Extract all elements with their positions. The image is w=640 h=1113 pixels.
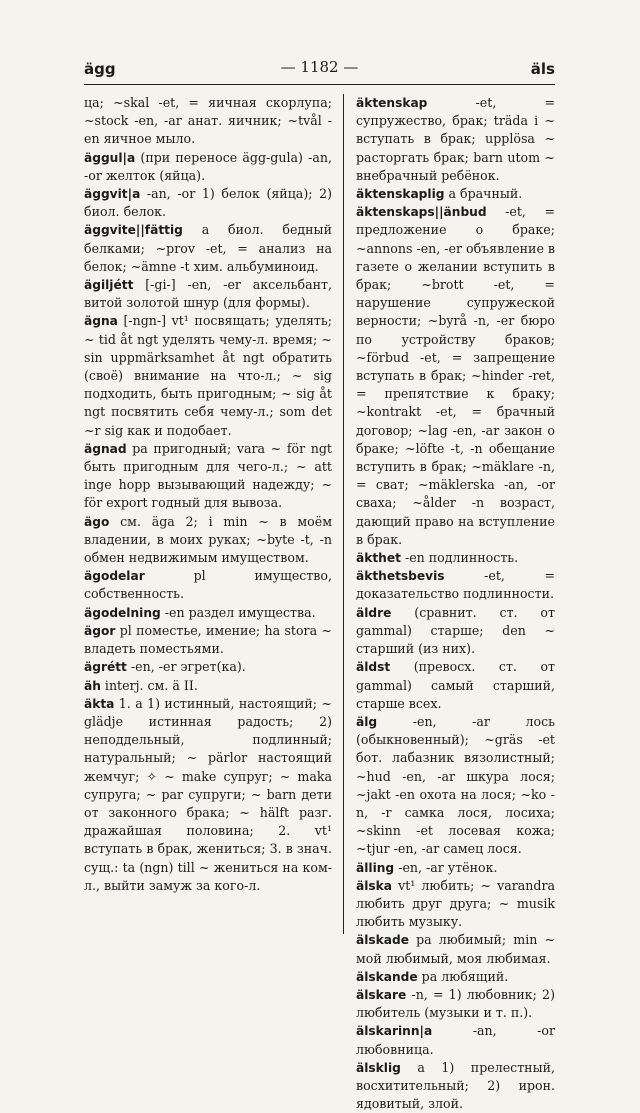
- dictionary-entry: [356, 567, 555, 603]
- entry-text: [-gi-] -en, -er аксельбант, витой золотой шнур (для формы).: [84, 277, 332, 311]
- entry-text: pl имущество, собственность.: [84, 568, 332, 602]
- page-number: — 1182 —: [280, 58, 359, 76]
- dictionary-entry: [356, 877, 555, 932]
- dictionary-entry: [84, 94, 332, 149]
- page-header: [84, 58, 555, 82]
- entry-text: -en подлинность.: [404, 550, 519, 566]
- entry-text: -en, -er эгрет(ка).: [130, 659, 246, 675]
- entry-text: a биол. бедный белками; ~prov -et, = анализ на белок; ~ämne -t хим. альбуминоид.: [84, 222, 332, 274]
- entry-headword: äktenskaplig: [356, 187, 445, 202]
- entry-headword: äh: [84, 678, 101, 693]
- dictionary-entry: [84, 513, 332, 568]
- dictionary-entry: [356, 713, 555, 859]
- entry-text: pa пригодный; vara ~ för ngt быть пригодным для чего-л.; ~ att inge hopp вызывающий надежду; ~ för export годный для вывоза.: [84, 440, 332, 511]
- dictionary-entry: [356, 859, 555, 877]
- entry-headword: ägiljétt: [84, 278, 134, 293]
- dictionary-entry: [84, 622, 332, 658]
- dictionary-entry: [356, 94, 555, 185]
- entry-text: -en, -ar лось (обыкновенный); ~gräs -et бот. лабазник вязолистный; ~hud -en, -ar шкура лося; ~jakt -en охота на лося; ~ko -n, -r самка лося, лосиха; ~skinn -et лосевая кожа; ~tjur -en, -ar самец лося.: [356, 713, 555, 857]
- dictionary-entry: [356, 986, 555, 1022]
- entry-text: pa любящий.: [421, 968, 509, 984]
- entry-headword: äggul|a: [84, 150, 136, 165]
- entry-headword: äkta: [84, 696, 115, 711]
- entry-headword: äggvite||fättig: [84, 223, 183, 238]
- entry-text: pl поместье, имение; ha stora ~ владеть поместьями.: [84, 622, 332, 657]
- entry-text: -en, -ar утёнок.: [398, 859, 498, 875]
- entry-text: -en раздел имущества.: [164, 604, 316, 620]
- entry-text: -et, = супружество, брак; träda i ~ вступать в брак; upplösa ~ расторгать брак; barn utom ~ внебрачный ребёнок.: [356, 95, 555, 183]
- dictionary-entry: [356, 968, 555, 986]
- entry-text: (сравнит. ст. от gammal) старше; den ~ старший (из них).: [356, 604, 555, 657]
- right-guide-word: äls: [530, 60, 555, 78]
- entry-text: -n, = 1) любовник; 2) любитель (музыки и т. п.).: [356, 986, 555, 1021]
- entry-text: (при переносе ägg-gula) -an, -or желток (яйца).: [84, 149, 332, 183]
- entry-text: ца; ~skal -et, = яичная скорлупа; ~stock -en, -ar анат. яичник; ~tvål -en яичное мыло.: [84, 95, 332, 147]
- dictionary-entry: [356, 931, 555, 967]
- dictionary-entry: [356, 185, 555, 203]
- right-column: [356, 94, 555, 1113]
- entry-headword: älskare: [356, 987, 407, 1002]
- entry-headword: äggvit|a: [84, 187, 141, 202]
- entry-headword: älling: [356, 860, 395, 875]
- entry-headword: ägodelning: [84, 605, 161, 620]
- dictionary-entry: [84, 312, 332, 439]
- dictionary-entry: [356, 1059, 555, 1113]
- entry-text: vt¹ любить; ~ varandra любить друг друга; ~ musik любить музыку.: [356, 877, 555, 930]
- entry-text: pa любимый; min ~ мой любимый, моя любимая.: [356, 932, 555, 966]
- header-rule: [84, 84, 555, 85]
- entry-text: [-ngn-] vt¹ посвящать; уделять; ~ tid åt ngt уделять чему-л. время; ~ sin uppmärksamhet åt ngt обратить (своё) внимание на что-л.; ~ sig подходить, быть пригодным; ~ sig åt ngt посвятить себя чему-л.; som det ~r sig как и подобает.: [84, 313, 332, 438]
- dictionary-entry: [356, 604, 555, 659]
- entry-headword: älska: [356, 878, 392, 893]
- entry-headword: ägnad: [84, 441, 127, 456]
- entry-headword: äkthet: [356, 551, 401, 566]
- entry-headword: älskarinn|a: [356, 1024, 433, 1039]
- entry-headword: älsklig: [356, 1060, 401, 1075]
- entry-text: a 1) прелестный, восхитительный; 2) ирон. ядовитый, злой.: [356, 1059, 555, 1112]
- entry-headword: älskade: [356, 933, 409, 948]
- dictionary-entry: [356, 203, 555, 549]
- entry-headword: äktenskap: [356, 96, 428, 110]
- entry-headword: äldre: [356, 605, 392, 620]
- left-column: [84, 94, 332, 895]
- dictionary-entry: [84, 677, 332, 695]
- entry-headword: älg: [356, 714, 378, 729]
- dictionary-entry: [84, 185, 332, 221]
- entry-text: a брачный.: [448, 186, 523, 202]
- dictionary-entry: [84, 440, 332, 513]
- dictionary-entry: [84, 276, 332, 312]
- dictionary-entry: [356, 658, 555, 713]
- dictionary-entry: [84, 567, 332, 603]
- entry-headword: ägor: [84, 623, 116, 638]
- dictionary-entry: [84, 221, 332, 276]
- dictionary-entry: [84, 149, 332, 185]
- entry-text: (превосх. ст. от gammal) самый старший, старше всех.: [356, 659, 555, 711]
- entry-headword: ägrétt: [84, 660, 127, 675]
- entry-headword: äktenskaps||änbud: [356, 205, 487, 220]
- dictionary-entry: [84, 658, 332, 676]
- entry-text: -an, -or 1) белок (яйца); 2) биол. белок.: [84, 186, 332, 220]
- entry-text: -et, = предложение о браке; ~annons -en, -er объявление в газете о желании вступить в брак; ~brott -et, = нарушение супружеской верности; ~byrå -n, -er бюро по устройству браков; ~förbud -et, = запрещение вступать в брак; ~hinder -ret, = препятствие к браку; ~kontrakt -et, = брачный договор; ~lag -en, -ar закон о браке; ~löfte -t, -n обещание вступить в брак; ~mäklare -n, = сват; ~mäklerska -an, -or сваха; ~ålder -n возраст, дающий право на вступление в брак.: [356, 204, 555, 547]
- entry-text: 1. a 1) истинный, настоящий; ~ glädje истинная радость; 2) неподдельный, подлинный; натуральный; ~ pärlor настоящий жемчуг; ✧ ~ make супруг; ~ maka супруга; ~ par супруги; ~ barn дети от законного брака; ~ hälft разг. дражайшая половина; 2. vt¹ вступать в брак, жениться; 3. в знач. сущ.: ta (ngn) till ~ жениться на ком-л., выйти замуж за кого-л.: [84, 695, 332, 893]
- left-guide-word: ägg: [84, 60, 116, 78]
- entry-headword: ägna: [84, 314, 118, 329]
- entry-text: interj. см. ä II.: [104, 677, 198, 693]
- entry-text: -an, -or любовница.: [356, 1023, 555, 1057]
- entry-headword: ägo: [84, 514, 110, 529]
- entry-headword: ägodelar: [84, 569, 145, 584]
- dictionary-entry: [84, 604, 332, 622]
- entry-headword: älskande: [356, 969, 418, 984]
- dictionary-entry: [356, 549, 555, 567]
- dictionary-entry: [84, 695, 332, 895]
- entry-text: -et, = доказательство подлинности.: [356, 568, 555, 602]
- column-divider: [343, 94, 344, 934]
- entry-headword: äldst: [356, 660, 391, 675]
- entry-text: см. äga 2; i min ~ в моём владении, в моих руках; ~byte -t, -n обмен недвижимым имуществом.: [84, 513, 332, 566]
- entry-headword: äkthetsbevis: [356, 569, 445, 584]
